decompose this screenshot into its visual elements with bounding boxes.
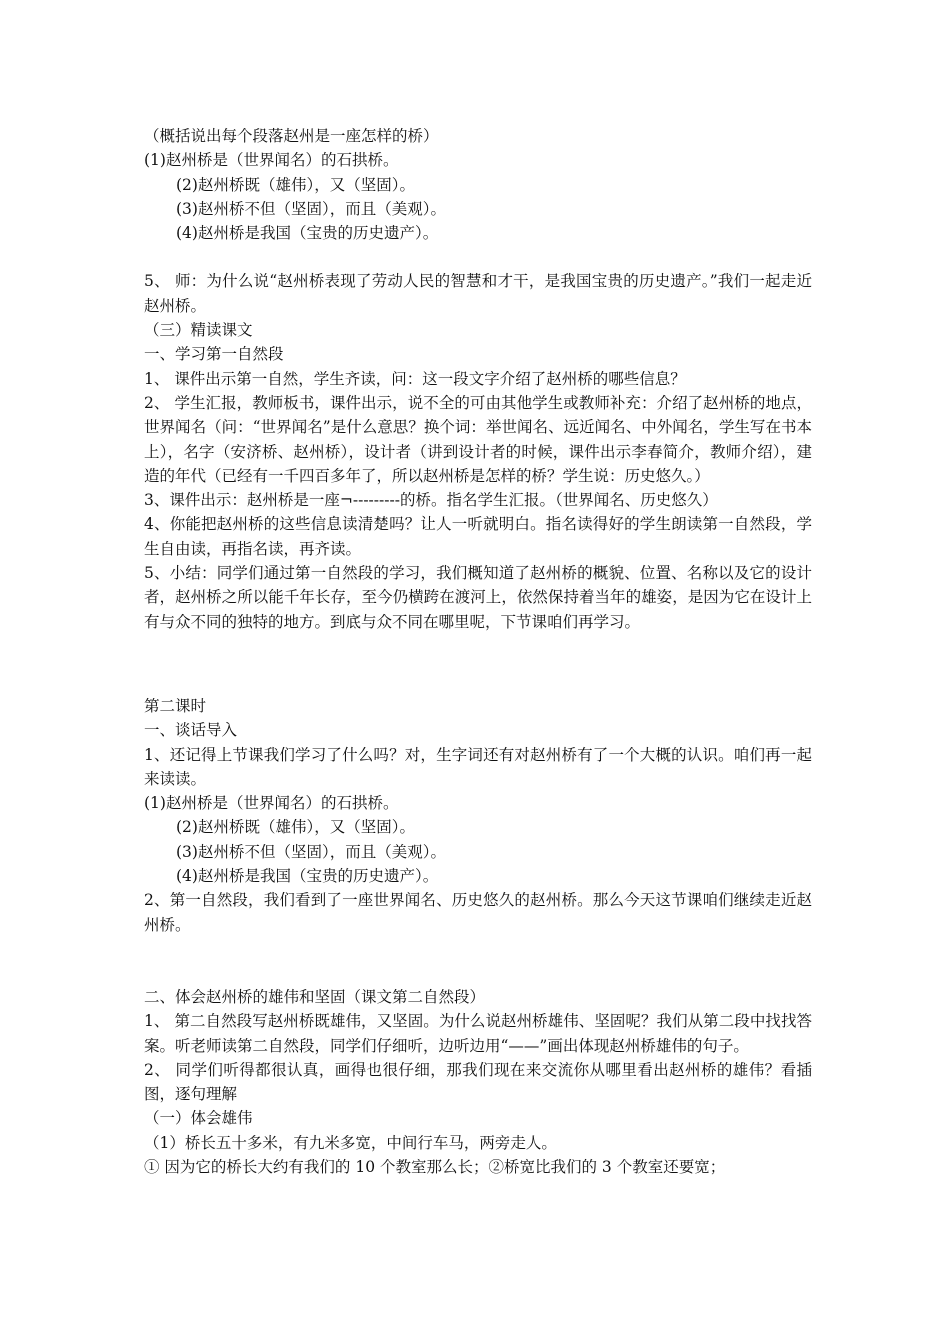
spacer [144, 245, 812, 269]
paragraph: (4)赵州桥是我国（宝贵的历史遗产）。 [176, 224, 439, 243]
spacer [144, 937, 812, 985]
paragraph: 1、还记得上节课我们学习了什么吗？对，生字词还有对赵州桥有了一个大概的认识。咱们再一起来读读。 [144, 745, 812, 788]
section-heading: 一、学习第一自然段 [144, 345, 284, 364]
paragraph: (2)赵州桥既（雄伟），又（坚固）。 [176, 818, 415, 837]
paragraph: (4)赵州桥是我国（宝贵的历史遗产）。 [176, 867, 439, 886]
paragraph: (3)赵州桥不但（坚固），而且（美观）。 [176, 842, 446, 861]
paragraph: 2、 同学们听得都很认真，画得也很仔细，那我们现在来交流你从哪里看出赵州桥的雄伟？看插图，逐句理解 [144, 1060, 812, 1104]
paragraph: 2、第一自然段，我们看到了一座世界闻名、历史悠久的赵州桥。那么今天这节课咱们继续走近赵州桥。 [144, 891, 812, 934]
section-heading: 二、体会赵州桥的雄伟和坚固（课文第二自然段） [144, 987, 486, 1006]
spacer [144, 634, 812, 694]
document-body [144, 124, 812, 1179]
paragraph: 2、 学生汇报，教师板书，课件出示，说不全的可由其他学生或教师补充：介绍了赵州桥的地点，世界闻名（问：“世界闻名”是什么意思？换个词：举世闻名、远近闻名、中外闻名，学生写在书本上），名字（安济桥、赵州桥），设计者（讲到设计者的时候，课件出示李春简介，教师介绍），建造的年代（已经有一千四百多年了，所以赵州桥是怎样的桥？学生说：历史悠久。） [144, 393, 812, 485]
paragraph: 5、小结：同学们通过第一自然段的学习，我们概知道了赵州桥的概貌、位置、名称以及它的设计者，赵州桥之所以能千年长存，至今仍横跨在渡河上，依然保持着当年的雄姿，是因为它在设计上有与众不同的独特的地方。到底与众不同在哪里呢，下节课咱们再学习。 [144, 564, 812, 631]
paragraph: 4、你能把赵州桥的这些信息读清楚吗？让人一听就明白。指名读得好的学生朗读第一自然段，学生自由读，再指名读，再齐读。 [144, 515, 812, 558]
section-heading: （一）体会雄伟 [144, 1109, 253, 1128]
paragraph: 1、 课件出示第一自然，学生齐读，问：这一段文字介绍了赵州桥的哪些信息？ [144, 369, 686, 388]
section-heading: 一、谈话导入 [144, 721, 238, 740]
section-heading: 第二课时 [144, 696, 207, 715]
paragraph: (3)赵州桥不但（坚固），而且（美观）。 [176, 199, 446, 218]
paragraph: 1、 第二自然段写赵州桥既雄伟，又坚固。为什么说赵州桥雄伟、坚固呢？我们从第二段中找找答案。听老师读第二自然段，同学们仔细听，边听边用“——”画出体现赵州桥雄伟的句子。 [144, 1012, 812, 1055]
paragraph: (2)赵州桥既（雄伟），又（坚固）。 [176, 175, 415, 194]
section-heading: （三）精读课文 [144, 321, 253, 340]
paragraph: 3、课件出示：赵州桥是一座¬---------的桥。指名学生汇报。（世界闻名、历史悠久） [144, 491, 718, 510]
paragraph: ① 因为它的桥长大约有我们的 10 个教室那么长；②桥宽比我们的 3 个教室还要宽； [144, 1157, 726, 1176]
paragraph: 5、 师：为什么说“赵州桥表现了劳动人民的智慧和才干，是我国宝贵的历史遗产。”我们一起走近赵州桥。 [144, 272, 812, 315]
paragraph: （1）桥长五十多米，有九米多宽，中间行车马，两旁走人。 [144, 1133, 557, 1152]
paragraph: (1)赵州桥是（世界闻名）的石拱桥。 [144, 794, 399, 813]
paragraph: (1)赵州桥是（世界闻名）的石拱桥。 [144, 151, 399, 170]
paragraph: （概括说出每个段落赵州是一座怎样的桥） [144, 127, 439, 145]
